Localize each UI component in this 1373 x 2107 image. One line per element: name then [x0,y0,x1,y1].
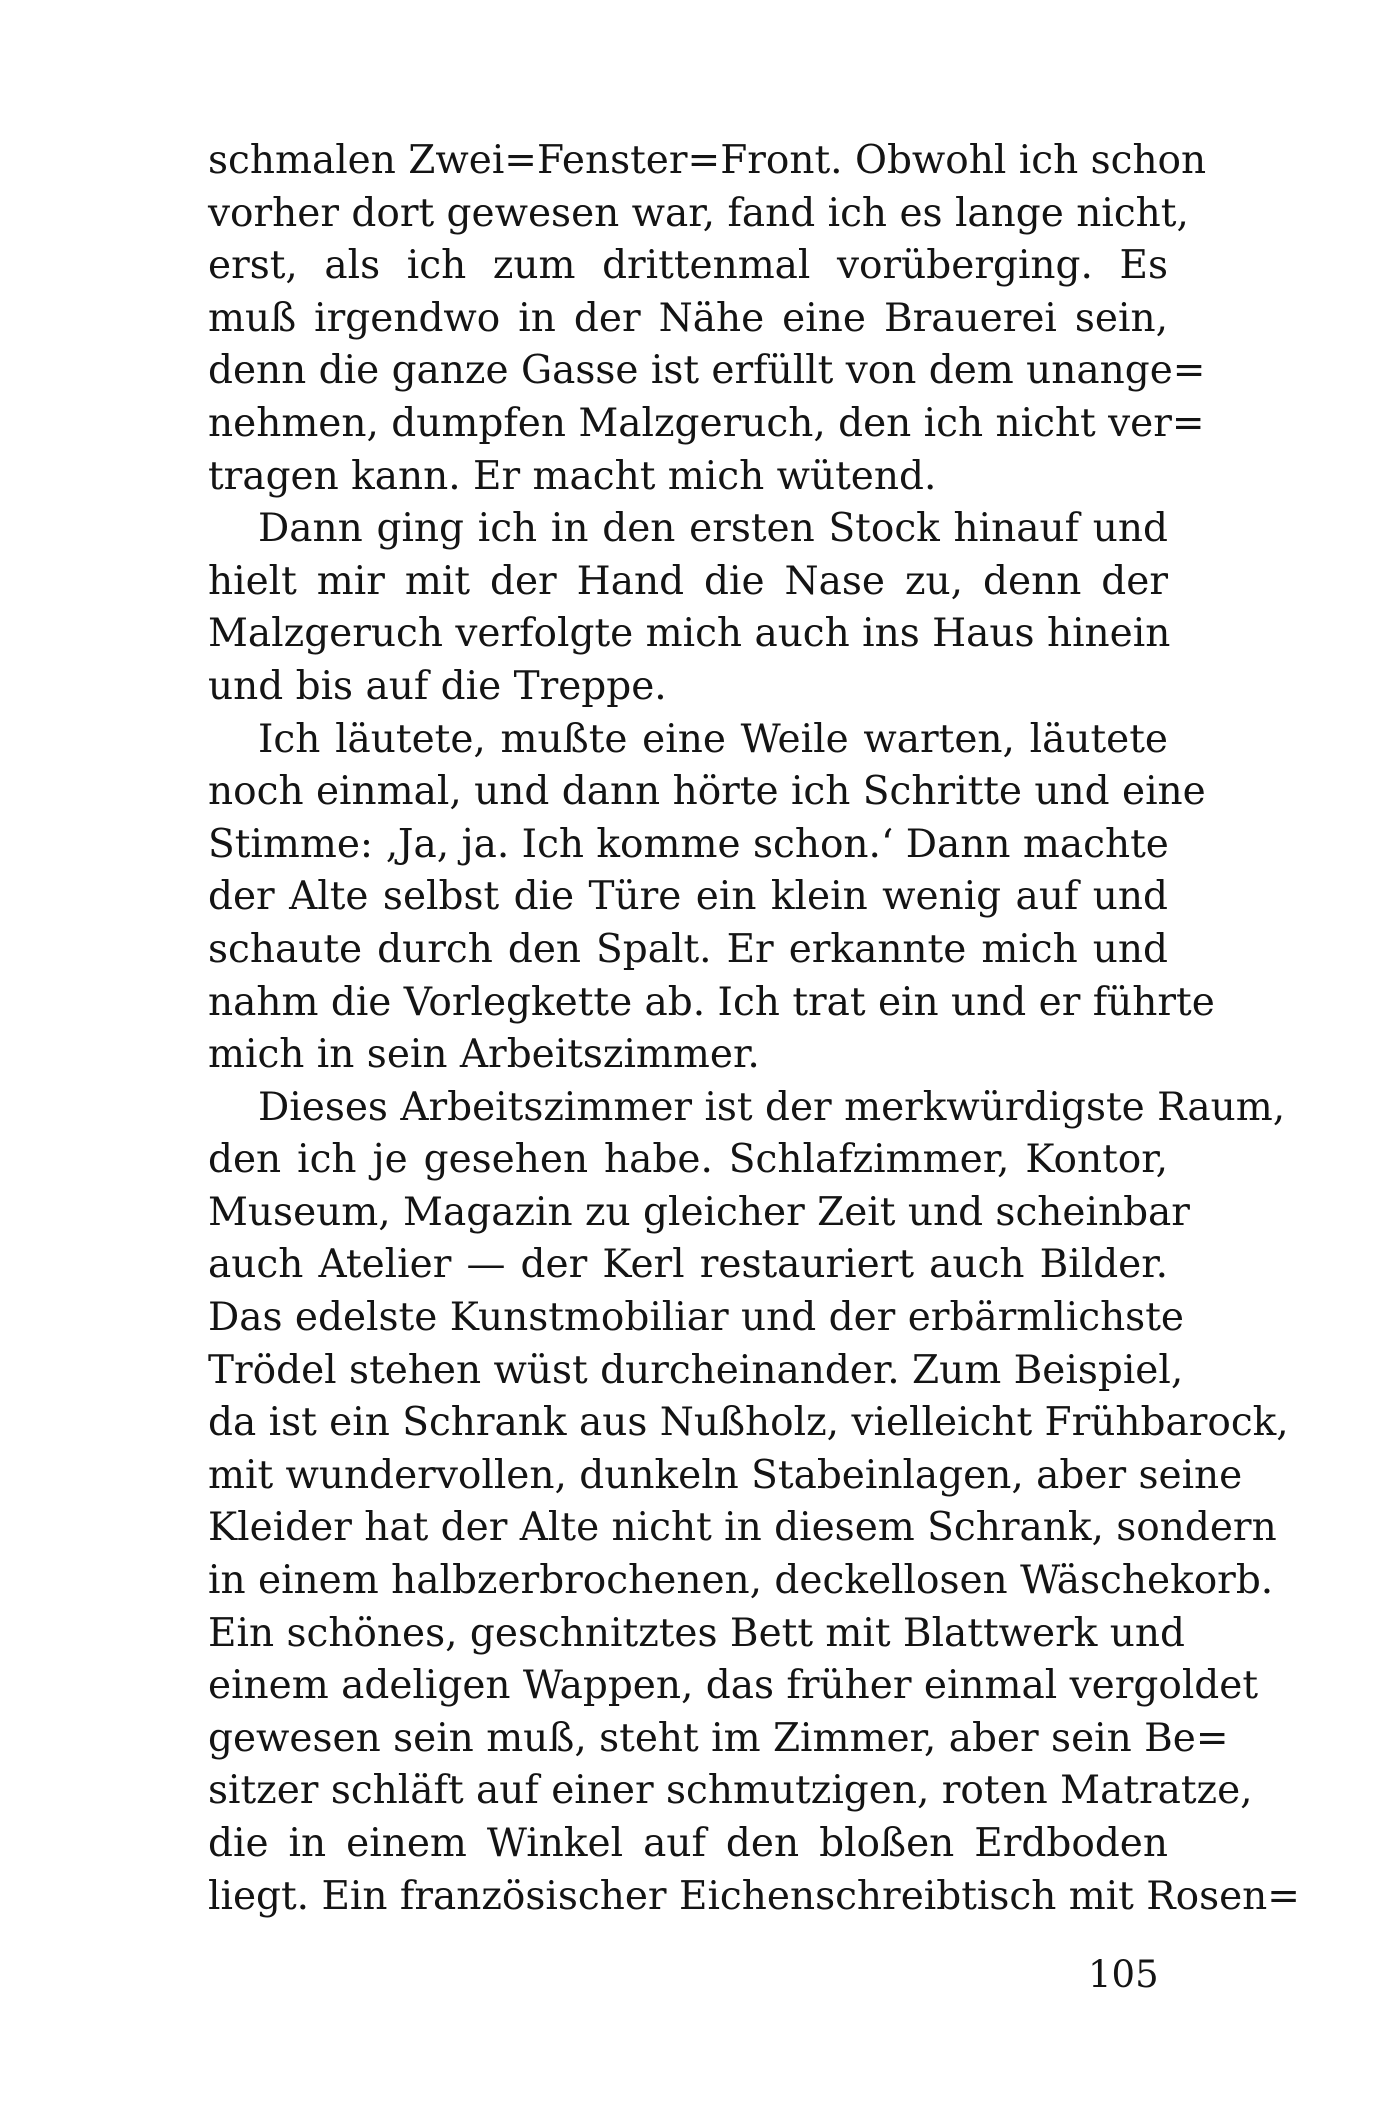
text-line: denn die ganze Gasse ist erfüllt von dem unange= [208,348,1206,394]
text-line: Ich läutete, mußte eine Weile warten, läutete [258,716,1168,762]
text-line: Stimme: ‚Ja, ja. Ich komme schon.‘ Dann machte [208,821,1169,867]
text-line: die in einem Winkel auf den bloßen Erdboden [208,1821,1168,1866]
text-line: einem adeligen Wappen, das früher einmal vergoldet [208,1663,1259,1709]
text-line: vorher dort gewesen war, fand ich es lange nicht, [208,190,1189,236]
text-line: erst, als ich zum drittenmal vorüberging. Es [208,243,1168,289]
text-line: sitzer schläft auf einer schmutzigen, roten Matratze, [208,1768,1253,1814]
text-line: gewesen sein muß, steht im Zimmer, aber sein Be= [208,1715,1229,1761]
text-line: Das edelste Kunstmobiliar und der erbärmlichste [208,1295,1184,1341]
page-number: 105 [1088,1953,1159,1996]
text-line: den ich je gesehen habe. Schlafzimmer, Kontor, [208,1137,1168,1183]
text-line: nahm die Vorlegkette ab. Ich trat ein und er führte [208,979,1215,1025]
text-line: hielt mir mit der Hand die Nase zu, denn der [208,558,1168,604]
text-line: nehmen, dumpfen Malzgeruch, den ich nicht ver= [208,400,1205,446]
text-line: in einem halbzerbrochenen, deckellosen Wäschekorb. [208,1558,1274,1604]
text-line: Dann ging ich in den ersten Stock hinauf und [258,506,1168,552]
text-line: Museum, Magazin zu gleicher Zeit und scheinbar [208,1189,1190,1235]
text-line: Kleider hat der Alte nicht in diesem Schrank, sondern [208,1505,1277,1551]
text-line: und bis auf die Treppe. [208,663,667,709]
text-line: mit wundervollen, dunkeln Stabeinlagen, aber seine [208,1452,1243,1498]
text-line: Trödel stehen wüst durcheinander. Zum Beispiel, [208,1347,1184,1393]
text-line: der Alte selbst die Türe ein klein wenig auf und [208,874,1168,920]
text-line: schaute durch den Spalt. Er erkannte mich und [208,926,1168,972]
text-line: auch Atelier — der Kerl restauriert auch Bilder. [208,1242,1168,1288]
text-line: Dieses Arbeitszimmer ist der merkwürdigste Raum, [258,1084,1286,1130]
text-line: Ein schönes, geschnitztes Bett mit Blattwerk und [208,1610,1185,1656]
text-line: liegt. Ein französischer Eichenschreibtisch mit Rosen= [208,1873,1300,1919]
text-line: Malzgeruch verfolgte mich auch ins Haus hinein [208,611,1171,657]
text-line: da ist ein Schrank aus Nußholz, vielleicht Frühbarock, [208,1400,1289,1446]
text-line: schmalen Zwei=Fenster=Front. Obwohl ich schon [208,138,1207,183]
text-line: muß irgendwo in der Nähe eine Brauerei sein, [208,295,1168,341]
text-line: mich in sein Arbeitszimmer. [208,1032,760,1078]
body-text [208,135,1300,1923]
text-line: noch einmal, und dann hörte ich Schritte und eine [208,769,1206,815]
text-line: tragen kann. Er macht mich wütend. [208,453,937,499]
